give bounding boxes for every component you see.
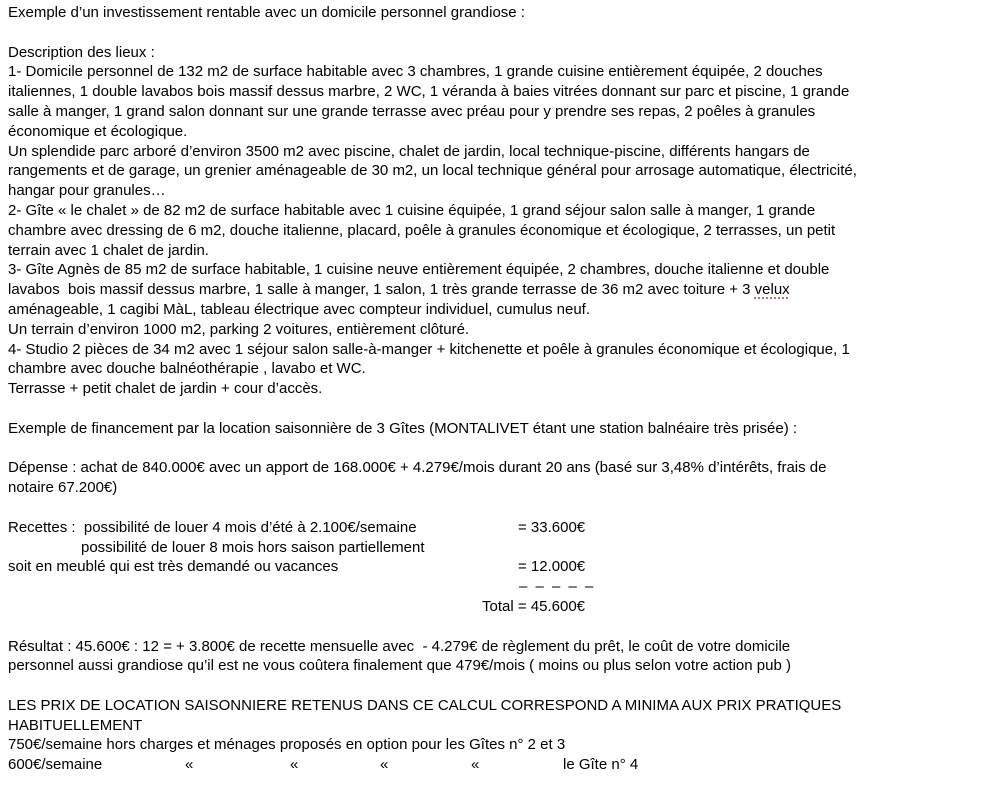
depense-line: Dépense : achat de 840.000€ avec un apport de 168.000€ + 4.279€/mois durant 20 ans (basé sur 3,48% d’intérêts, frais de xyxy=(8,459,827,477)
blank-line xyxy=(8,399,979,419)
ditto-mark: « xyxy=(185,756,194,774)
recettes-separator-line xyxy=(8,577,979,597)
text-line: chambre avec dressing de 6 m2, douche italienne, placard, poêle à granules économique et écologique, 2 terrasses, un petit xyxy=(8,221,836,239)
text-line: Terrasse + petit chalet de jardin + cour d’accès. xyxy=(8,380,323,398)
ditto-mark: « xyxy=(471,756,480,774)
blank-line xyxy=(8,498,979,518)
financement-heading: Exemple de financement par la location saisonnière de 3 Gîtes (MONTALIVET étant une station balnéaire très prisée) : xyxy=(8,419,798,437)
price-line-600 xyxy=(8,755,979,775)
prix-heading-line: LES PRIX DE LOCATION SAISONNIERE RETENUS DANS CE CALCUL CORRESPOND A MINIMA AUX PRIX PRATIQUES xyxy=(8,696,842,714)
blank-line xyxy=(8,23,979,43)
text-line: hangar pour granules… xyxy=(8,182,166,200)
recettes-line-1 xyxy=(8,518,979,538)
recettes-line-1-text: Recettes : possibilité de louer 4 mois d’été à 2.100€/semaine xyxy=(8,518,417,536)
text-line: 4- Studio 2 pièces de 34 m2 avec 1 séjour salon salle-à-manger + kitchenette et poêle à granules économique et écologique, 1 xyxy=(8,340,850,358)
resultat-line: Résultat : 45.600€ : 12 = + 3.800€ de recette mensuelle avec - 4.279€ de règlement du prêt, le coût de votre domicile xyxy=(8,637,791,655)
text-line: italiennes, 1 double lavabos bois massif dessus marbre, 2 WC, 1 véranda à baies vitrées donnant sur parc et piscine, 1 grande xyxy=(8,83,850,101)
text-line: Un terrain d’environ 1000 m2, parking 2 voitures, entièrement clôturé. xyxy=(8,320,470,338)
text-line: rangements et de garage, un grenier aménageable de 30 m2, un local technique général pour arrosage automatique, électricité, xyxy=(8,162,857,180)
text-line: 1- Domicile personnel de 132 m2 de surface habitable avec 3 chambres, 1 grande cuisine entièrement équipée, 2 douches xyxy=(8,63,823,81)
recettes-line-3 xyxy=(8,557,979,577)
ditto-mark: « xyxy=(290,756,299,774)
doc-title: Exemple d’un investissement rentable avec un domicile personnel grandiose : xyxy=(8,4,525,21)
recettes-line-3-text: soit en meublé qui est très demandé ou vacances xyxy=(8,558,339,576)
blank-line xyxy=(8,617,979,637)
recettes-total-line xyxy=(8,597,979,617)
description-heading: Description des lieux : xyxy=(8,43,155,61)
price-600-label: 600€/semaine xyxy=(8,756,103,774)
resultat-line: personnel aussi grandiose qu’il est ne vous coûtera finalement que 479€/mois ( moins ou plus selon votre action pub ) xyxy=(8,657,791,675)
misspelled-word: velux xyxy=(754,281,790,299)
recettes-line-2: possibilité de louer 8 mois hors saison partiellement xyxy=(81,538,425,556)
text-segment: lavabos bois massif dessus marbre, 1 salle à manger, 1 salon, 1 très grande terrasse de 36 m2 avec toiture + 3 xyxy=(8,281,755,299)
prix-heading-line: HABITUELLEMENT xyxy=(8,716,143,734)
price-600-tail: le Gîte n° 4 xyxy=(563,756,639,774)
text-line: salle à manger, 1 grand salon donnant sur une grande terrasse avec préau pour y prendre ses repas, 2 poêles à granules xyxy=(8,102,816,120)
text-line: économique et écologique. xyxy=(8,122,188,140)
text-line: aménageable, 1 cagibi MàL, tableau électrique avec compteur individuel, cumulus neuf. xyxy=(8,300,591,318)
text-line: chambre avec douche balnéothérapie , lavabo et WC. xyxy=(8,360,366,378)
depense-line: notaire 67.200€) xyxy=(8,479,118,497)
sum-separator-dashes: – – – – – xyxy=(519,578,596,596)
recettes-amount-2: = 12.000€ xyxy=(518,558,586,576)
text-line: 2- Gîte « le chalet » de 82 m2 de surface habitable avec 1 cuisine équipée, 1 grand séjour salon salle à manger, 1 grande xyxy=(8,201,816,219)
price-line-750: 750€/semaine hors charges et ménages proposés en option pour les Gîtes n° 2 et 3 xyxy=(8,736,566,754)
text-line: terrain avec 1 chalet de jardin. xyxy=(8,241,209,259)
recettes-total: Total = 45.600€ xyxy=(482,597,586,615)
text-line: Un splendide parc arboré d’environ 3500 m2 avec piscine, chalet de jardin, local technique-piscine, différents hangars de xyxy=(8,142,810,160)
text-line: 3- Gîte Agnès de 85 m2 de surface habitable, 1 cuisine neuve entièrement équipée, 2 chambres, douche italienne et double xyxy=(8,261,830,279)
blank-line xyxy=(8,676,979,696)
recettes-amount-1: = 33.600€ xyxy=(518,518,586,536)
blank-line xyxy=(8,439,979,459)
ditto-mark: « xyxy=(380,756,389,774)
text-line-with-misspelling xyxy=(8,280,979,300)
